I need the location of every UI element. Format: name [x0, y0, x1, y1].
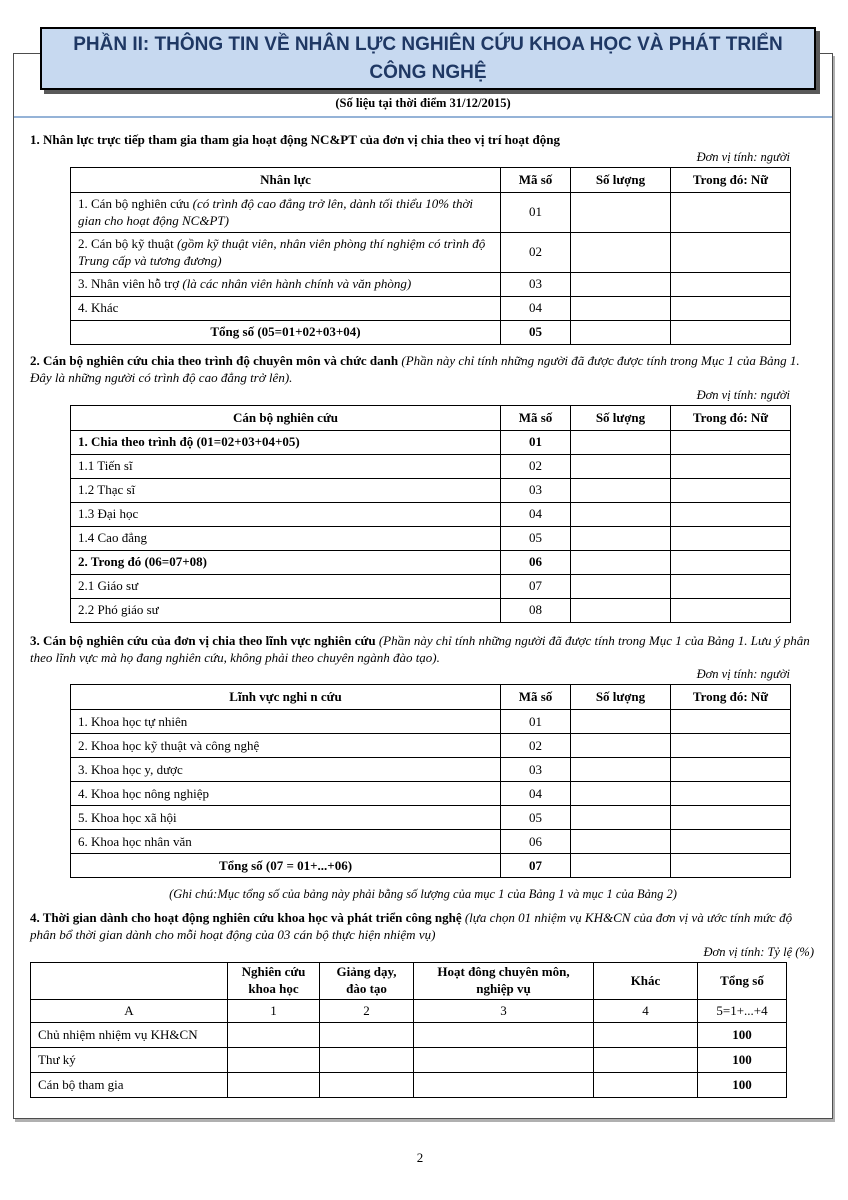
- qty-input-cell[interactable]: [571, 598, 671, 622]
- female-input-cell[interactable]: [671, 574, 791, 598]
- row-label: 1. Khoa học tự nhiên: [71, 710, 501, 734]
- code-cell: 07: [501, 574, 571, 598]
- section3-title-text: 3. Cán bộ nghiên cứu của đơn vị chia theo lĩnh vực nghiên cứu: [30, 632, 379, 648]
- table-row: [71, 296, 791, 320]
- qty-input-cell[interactable]: [571, 550, 671, 574]
- qty-input-cell[interactable]: [571, 574, 671, 598]
- code-cell: 03: [501, 478, 571, 502]
- table-row: [31, 1048, 787, 1073]
- table4-col-khac: Khác: [594, 963, 698, 1000]
- table4-index-row: [31, 1000, 787, 1023]
- section4-title-note: (lựa chọn 01 nhiệm vụ KH&CN của đơn vị và ước tính mức độ phân bổ thời gian dành cho mỗi hoạt động của 03 cán bộ thực hiện nhiệm vụ): [30, 910, 793, 943]
- index-cell: 3: [414, 1000, 594, 1023]
- table1-header-row: [71, 167, 791, 192]
- total-pct-cell: 100: [698, 1048, 787, 1073]
- pct-input-cell[interactable]: [228, 1023, 320, 1048]
- table2-col-can-bo: Cán bộ nghiên cứu: [71, 405, 501, 430]
- row-label: 1.3 Đại học: [71, 502, 501, 526]
- code-cell: 03: [501, 758, 571, 782]
- table-row: [71, 758, 791, 782]
- code-cell: 04: [501, 502, 571, 526]
- female-input-cell[interactable]: [671, 296, 791, 320]
- table3-col-nu: Trong đó: Nữ: [671, 685, 791, 710]
- table1-col-nu: Trong đó: Nữ: [671, 167, 791, 192]
- row-label-text: 1. Cán bộ nghiên cứu: [78, 195, 193, 211]
- table1-col-ma-so: Mã số: [501, 167, 571, 192]
- table-row: [31, 1073, 787, 1098]
- female-input-cell[interactable]: [671, 478, 791, 502]
- female-input-cell[interactable]: [671, 232, 791, 272]
- qty-input-cell[interactable]: [571, 232, 671, 272]
- table-row: [71, 192, 791, 232]
- table4-col-empty: [31, 963, 228, 1000]
- table-row: [31, 1023, 787, 1048]
- qty-input-cell[interactable]: [571, 782, 671, 806]
- table-row: [71, 806, 791, 830]
- total-pct-cell: 100: [698, 1023, 787, 1048]
- qty-input-cell[interactable]: [571, 478, 671, 502]
- table-row: [71, 430, 791, 454]
- female-input-cell[interactable]: [671, 854, 791, 878]
- table1-col-nhan-luc: Nhân lực: [71, 167, 501, 192]
- female-input-cell[interactable]: [671, 758, 791, 782]
- table-total-row: [71, 854, 791, 878]
- table-row: [71, 502, 791, 526]
- row-label: Chủ nhiệm nhiệm vụ KH&CN: [31, 1023, 228, 1048]
- section3-unit-label: Đơn vị tính: người: [696, 667, 790, 682]
- section2-unit-label: Đơn vị tính: người: [696, 387, 790, 402]
- table4-col-chuyen-mon: Hoạt đông chuyên môn, nghiệp vụ: [414, 963, 594, 1000]
- table-total-row: [71, 320, 791, 344]
- section2-title-note: (Phần này chỉ tính những người đã được được tính trong Mục 1 của Bảng 1. Đây là những người có trình độ cao đẳng trở lên).: [30, 352, 800, 385]
- pct-input-cell[interactable]: [594, 1073, 698, 1098]
- row-label: 2.1 Giáo sư: [71, 574, 501, 598]
- code-cell: 04: [501, 782, 571, 806]
- row-label: 2. Khoa học kỹ thuật và công nghệ: [71, 734, 501, 758]
- code-cell: 08: [501, 598, 571, 622]
- code-cell: 05: [501, 806, 571, 830]
- row-label: 1. Chia theo trình độ (01=02+03+04+05): [71, 430, 501, 454]
- row-label: 2.2 Phó giáo sư: [71, 598, 501, 622]
- table-row: [71, 454, 791, 478]
- pct-input-cell[interactable]: [228, 1073, 320, 1098]
- code-cell: 02: [501, 454, 571, 478]
- pct-input-cell[interactable]: [228, 1048, 320, 1073]
- code-cell: 04: [501, 296, 571, 320]
- row-label: 1.2 Thạc sĩ: [71, 478, 501, 502]
- female-input-cell[interactable]: [671, 272, 791, 296]
- table-thoi-gian: [30, 962, 787, 1098]
- code-cell: 05: [501, 320, 571, 344]
- female-input-cell[interactable]: [671, 526, 791, 550]
- qty-input-cell[interactable]: [571, 854, 671, 878]
- section4-title: [30, 910, 816, 944]
- row-label-note: (có trình độ cao đẳng trở lên, dành tối thiểu 10% thời gian cho hoạt động NC&PT): [78, 195, 473, 229]
- table-row: [71, 574, 791, 598]
- row-label: 5. Khoa học xã hội: [71, 806, 501, 830]
- table4-col-nghien-cuu: Nghiên cứu khoa học: [228, 963, 320, 1000]
- table4-header-row: [31, 963, 787, 1000]
- row-label: 1.1 Tiến sĩ: [71, 454, 501, 478]
- table3-footnote: (Ghi chú:Mục tổng số của bảng này phải bằng số lượng của mục 1 của Bảng 1 và mục 1 của Bảng 2): [169, 887, 677, 902]
- table4-col-tong-so: Tổng số: [698, 963, 787, 1000]
- row-label: [71, 296, 501, 320]
- pct-input-cell[interactable]: [414, 1023, 594, 1048]
- row-label: [71, 232, 501, 272]
- row-label: Cán bộ tham gia: [31, 1073, 228, 1098]
- row-label: 6. Khoa học nhân văn: [71, 830, 501, 854]
- code-cell: 01: [501, 710, 571, 734]
- table1-col-so-luong: Số lượng: [571, 167, 671, 192]
- part-title-banner: [40, 27, 816, 90]
- code-cell: 01: [501, 430, 571, 454]
- section2-title-text: 2. Cán bộ nghiên cứu chia theo trình độ chuyên môn và chức danh: [30, 352, 402, 368]
- female-input-cell[interactable]: [671, 550, 791, 574]
- table-row: [71, 272, 791, 296]
- table3-header-row: [71, 685, 791, 710]
- qty-input-cell[interactable]: [571, 296, 671, 320]
- pct-input-cell[interactable]: [320, 1073, 414, 1098]
- table-linh-vuc: [70, 684, 791, 878]
- table3-col-linh-vuc: Lĩnh vực nghi n cứu: [71, 685, 501, 710]
- table-row: [71, 734, 791, 758]
- qty-input-cell[interactable]: [571, 430, 671, 454]
- qty-input-cell[interactable]: [571, 454, 671, 478]
- table-row: [71, 526, 791, 550]
- row-label: 3. Khoa học y, dược: [71, 758, 501, 782]
- pct-input-cell[interactable]: [594, 1048, 698, 1073]
- table-row: [71, 232, 791, 272]
- table-row: [71, 710, 791, 734]
- row-label-text: 4. Khác: [78, 300, 119, 316]
- table3-col-so-luong: Số lượng: [571, 685, 671, 710]
- female-input-cell[interactable]: [671, 430, 791, 454]
- code-cell: 05: [501, 526, 571, 550]
- pct-input-cell[interactable]: [594, 1023, 698, 1048]
- form-content: [14, 118, 832, 1098]
- table-row: [71, 598, 791, 622]
- section4-title-text: 4. Thời gian dành cho hoạt động nghiên cứu khoa học và phát triển công nghệ: [30, 910, 465, 926]
- code-cell: 03: [501, 272, 571, 296]
- code-cell: 02: [501, 734, 571, 758]
- row-label-text: 2. Cán bộ kỹ thuật: [78, 235, 177, 251]
- total-label: Tổng số (07 = 01+...+06): [71, 854, 501, 878]
- row-label-note: (gồm kỹ thuật viên, nhân viên phòng thí nghiệm có trình độ Trung cấp và tương đương): [78, 235, 486, 269]
- qty-input-cell[interactable]: [571, 192, 671, 232]
- female-input-cell[interactable]: [671, 830, 791, 854]
- section1-title-text: 1. Nhân lực trực tiếp tham gia tham gia hoạt động NC&PT của đơn vị chia theo vị trí hoạt động: [30, 132, 560, 147]
- section2-title: [30, 353, 816, 387]
- row-label: Thư ký: [31, 1048, 228, 1073]
- index-cell: 5=1+...+4: [698, 1000, 787, 1023]
- qty-input-cell[interactable]: [571, 710, 671, 734]
- page-border-frame: [13, 34, 833, 1119]
- female-input-cell[interactable]: [671, 710, 791, 734]
- code-cell: 07: [501, 854, 571, 878]
- table3-col-ma-so: Mã số: [501, 685, 571, 710]
- pct-input-cell[interactable]: [414, 1073, 594, 1098]
- page-number: 2: [416, 1150, 424, 1165]
- qty-input-cell[interactable]: [571, 320, 671, 344]
- female-input-cell[interactable]: [671, 734, 791, 758]
- table-row: [71, 478, 791, 502]
- row-label: 2. Trong đó (06=07+08): [71, 550, 501, 574]
- section4-unit-label: Đơn vị tính: Tỷ lệ (%): [703, 945, 814, 960]
- row-label: 1.4 Cao đẳng: [71, 526, 501, 550]
- table-row: [71, 830, 791, 854]
- qty-input-cell[interactable]: [571, 526, 671, 550]
- index-cell: 1: [228, 1000, 320, 1023]
- table-nhan-luc: [70, 167, 791, 345]
- table-trinh-do: [70, 405, 791, 623]
- table2-col-so-luong: Số lượng: [571, 405, 671, 430]
- part-title: PHẦN II: THÔNG TIN VỀ NHÂN LỰC NGHIÊN CỨU KHOA HỌC VÀ PHÁT TRIỂN CÔNG NGHỆ: [73, 34, 783, 83]
- pct-input-cell[interactable]: [414, 1048, 594, 1073]
- female-input-cell[interactable]: [671, 502, 791, 526]
- row-label-text: 3. Nhân viên hỗ trợ: [78, 276, 183, 292]
- section3-title-note: (Phần này chỉ tính những người đã được tính trong Mục 1 của Bảng 1. Lưu ý phân theo lĩnh vực mà họ đang nghiên cứu, không phải theo chuyên ngành đào tạo).: [30, 632, 810, 665]
- table2-col-ma-so: Mã số: [501, 405, 571, 430]
- female-input-cell[interactable]: [671, 192, 791, 232]
- row-label: 4. Khoa học nông nghiệp: [71, 782, 501, 806]
- row-label: [71, 192, 501, 232]
- pct-input-cell[interactable]: [320, 1048, 414, 1073]
- row-label-note: (là các nhân viên hành chính và văn phòng): [182, 276, 412, 292]
- female-input-cell[interactable]: [671, 454, 791, 478]
- table4-col-giang-day: Giảng dạy, đào tạo: [320, 963, 414, 1000]
- female-input-cell[interactable]: [671, 598, 791, 622]
- female-input-cell[interactable]: [671, 782, 791, 806]
- qty-input-cell[interactable]: [571, 734, 671, 758]
- code-cell: 06: [501, 830, 571, 854]
- female-input-cell[interactable]: [671, 806, 791, 830]
- index-cell: 2: [320, 1000, 414, 1023]
- section1-unit-label: Đơn vị tính: người: [696, 149, 790, 164]
- code-cell: 02: [501, 232, 571, 272]
- table-row: [71, 782, 791, 806]
- female-input-cell[interactable]: [671, 320, 791, 344]
- section3-title: [30, 633, 816, 667]
- total-label: Tổng số (05=01+02+03+04): [71, 320, 501, 344]
- index-cell: A: [31, 1000, 228, 1023]
- qty-input-cell[interactable]: [571, 502, 671, 526]
- total-pct-cell: 100: [698, 1073, 787, 1098]
- data-date-subtitle: (Số liệu tại thời điểm 31/12/2015): [335, 96, 511, 110]
- pct-input-cell[interactable]: [320, 1023, 414, 1048]
- row-label: [71, 272, 501, 296]
- table-row: [71, 550, 791, 574]
- qty-input-cell[interactable]: [571, 806, 671, 830]
- qty-input-cell[interactable]: [571, 272, 671, 296]
- index-cell: 4: [594, 1000, 698, 1023]
- qty-input-cell[interactable]: [571, 758, 671, 782]
- code-cell: 01: [501, 192, 571, 232]
- table2-col-nu: Trong đó: Nữ: [671, 405, 791, 430]
- qty-input-cell[interactable]: [571, 830, 671, 854]
- section1-title: [30, 132, 816, 149]
- table2-header-row: [71, 405, 791, 430]
- code-cell: 06: [501, 550, 571, 574]
